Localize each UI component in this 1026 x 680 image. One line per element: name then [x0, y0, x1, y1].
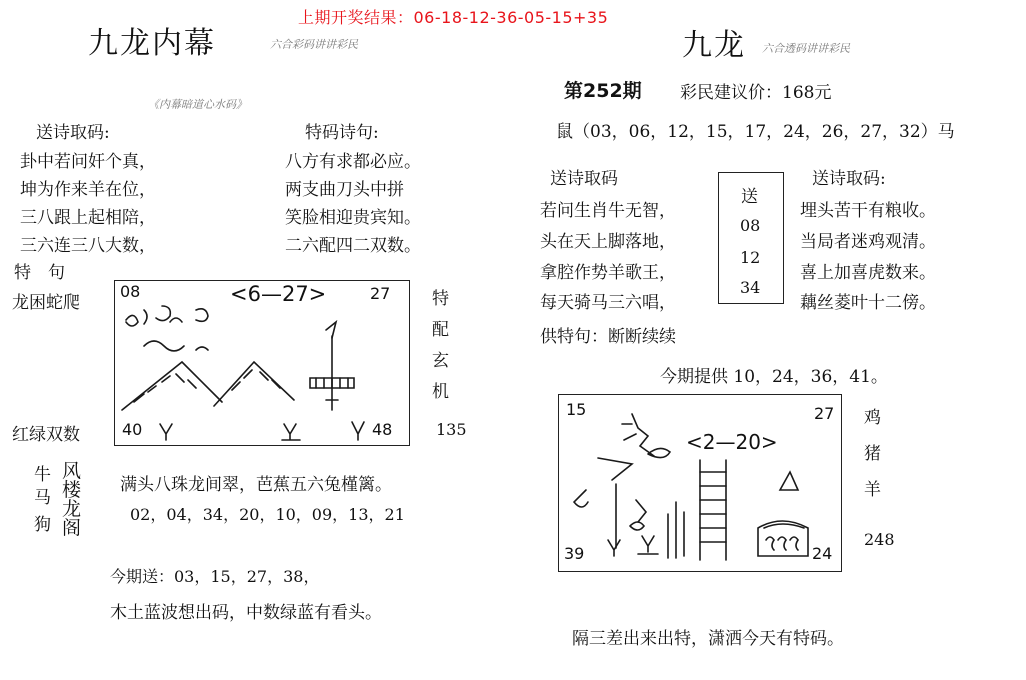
right-bottom-line: 隔三差出来出特，潇洒今天有特码。: [572, 629, 844, 649]
tower-char: 风: [62, 460, 82, 482]
right-pic-number-tl: 15: [566, 400, 587, 419]
left-pic-range: <6—27>: [230, 282, 327, 306]
rat-horse-line: 鼠（03，06，12，15，17，24，26，27，32）马: [556, 122, 955, 142]
right-poem-line: 头在天上脚落地，: [540, 232, 676, 252]
left-title-note: 六合彩码讲讲彩民: [270, 38, 358, 51]
right-poem-line-2: 埋头苦干有粮收。: [800, 201, 936, 221]
left-special-poem-line: 八方有求都必应。: [285, 152, 421, 172]
zodiac-char: 鸡: [864, 408, 881, 428]
right-poem-line: 拿腔作势羊歌王，: [540, 263, 676, 283]
tower-char: 阁: [62, 517, 82, 539]
right-title-note: 六合透码讲讲彩民: [762, 42, 850, 55]
left-side-number: 135: [436, 420, 467, 439]
left-poem-line: 三八跟上起相陪，: [20, 208, 156, 228]
left-bottom-line: 木土蓝波想出码，中数绿蓝有看头。: [110, 603, 382, 623]
right-pic-number-br: 24: [812, 544, 833, 563]
left-special-label: 特 句: [14, 263, 65, 283]
left-special-poem-line: 两支曲刀头中拼: [285, 180, 404, 200]
right-poem-line-2: 喜上加喜虎数来。: [800, 263, 936, 283]
left-pic-number-tr: 27: [370, 284, 391, 303]
left-poem-line: 三六连三八大数，: [20, 236, 156, 256]
left-title: 九龙内幕: [88, 26, 216, 61]
issue-number: 第252期: [564, 80, 642, 102]
left-numbers-line: 02，04，34，20，10，09，13，21: [130, 505, 405, 524]
right-pic-number-bl: 39: [564, 544, 585, 563]
left-pic-number-tl: 08: [120, 282, 141, 301]
right-zodiac-column: [864, 400, 881, 508]
left-phrase-1: 龙困蛇爬: [12, 293, 80, 313]
right-side-number: 248: [864, 530, 895, 549]
vertical-char: 机: [432, 382, 449, 402]
vertical-char: 特: [432, 289, 449, 309]
left-vertical-hint: [432, 284, 449, 408]
right-pic-number-tr: 27: [814, 404, 835, 423]
zodiac-char: 猪: [864, 444, 881, 464]
right-poem-line-2: 当局者迷鸡观清。: [800, 232, 936, 252]
right-title: 九龙: [682, 28, 746, 63]
left-poem-line: 卦中若问奸个真，: [20, 152, 156, 172]
right-provide-line: 今期提供 10，24，36，41。: [660, 367, 888, 387]
left-pic-number-bl: 40: [122, 420, 143, 439]
right-poem-line-2: 藕丝菱叶十二傍。: [800, 293, 936, 313]
left-verse: 满头八珠龙间翠，芭蕉五六兔槿篱。: [120, 475, 392, 495]
right-sketch-drawing: [558, 394, 840, 570]
left-phrase-2: 红绿双数: [12, 425, 80, 445]
send-box-number: 34: [740, 278, 761, 297]
last-draw-result: 上期开奖结果：06-18-12-36-05-15+35: [298, 8, 609, 27]
zodiac-char: 狗: [34, 515, 51, 535]
left-sketch-drawing: [114, 280, 408, 444]
suggested-price: 彩民建议价：168元: [680, 83, 832, 103]
left-sub-note: 《内幕暗道心水码》: [148, 98, 247, 111]
vertical-char: 配: [432, 320, 449, 340]
zodiac-char: 马: [34, 488, 51, 508]
left-tower-column: [62, 462, 81, 538]
right-poem-heading: 送诗取码: [550, 169, 618, 189]
tower-char: 楼: [62, 479, 82, 501]
left-zodiac-column: [34, 466, 51, 535]
right-poem-line: 每天骑马三六唱，: [540, 293, 676, 313]
left-send-line: 今期送：03，15，27，38，: [110, 567, 320, 586]
tower-char: 龙: [62, 498, 82, 520]
right-pic-range: <2—20>: [686, 430, 778, 454]
send-box-number: 08: [740, 216, 761, 235]
left-special-poem-line: 二六配四二双数。: [285, 236, 421, 256]
zodiac-char: 牛: [34, 465, 51, 485]
right-poem-line: 若问生肖牛无智，: [540, 201, 676, 221]
right-special-line: 供特句：断断续续: [540, 327, 676, 347]
send-box-label: 送: [741, 187, 758, 207]
send-box-number: 12: [740, 248, 761, 267]
left-poem-line: 坤为作来羊在位，: [20, 180, 156, 200]
left-poem-heading: 送诗取码:: [36, 123, 110, 143]
left-special-poem-heading: 特码诗句:: [305, 123, 379, 143]
zodiac-char: 羊: [864, 480, 881, 500]
left-pic-number-br: 48: [372, 420, 393, 439]
vertical-char: 玄: [432, 351, 449, 371]
left-special-poem-line: 笑脸相迎贵宾知。: [285, 208, 421, 228]
right-poem-heading-2: 送诗取码:: [812, 169, 886, 189]
